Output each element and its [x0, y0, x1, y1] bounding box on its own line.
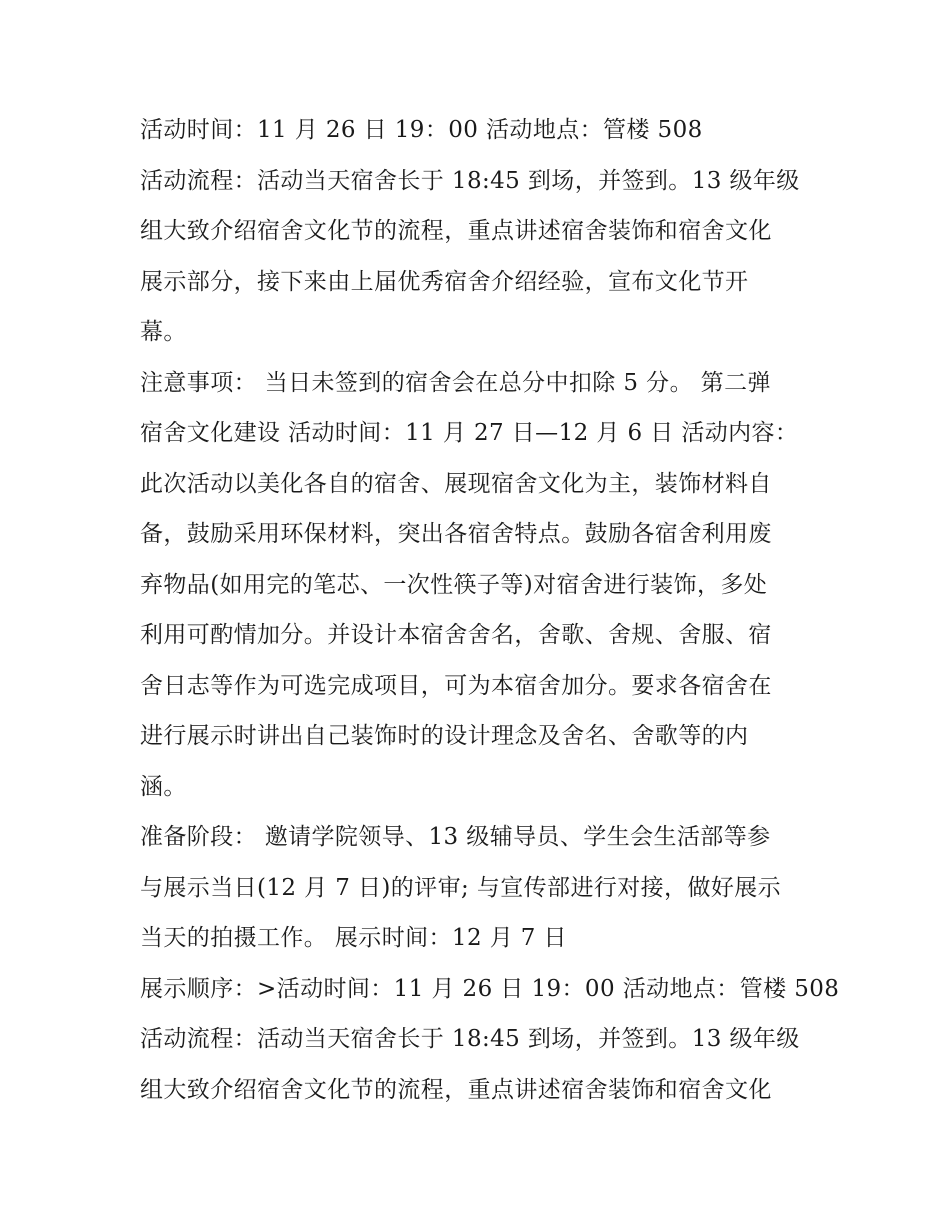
text-line: 宿舍文化建设 活动时间：11 月 27 日—12 月 6 日 活动内容：	[140, 420, 799, 446]
text-line: 活动流程：活动当天宿舍长于 18:45 到场，并签到。13 级年级	[140, 1026, 800, 1052]
text-line: 组大致介绍宿舍文化节的流程，重点讲述宿舍装饰和宿舍文化	[140, 1077, 772, 1103]
text-line: 组大致介绍宿舍文化节的流程，重点讲述宿舍装饰和宿舍文化	[140, 218, 772, 244]
text-line: 弃物品(如用完的笔芯、一次性筷子等)对宿舍进行装饰，多处	[140, 572, 768, 598]
text-line: 当天的拍摄工作。 展示时间：12 月 7 日	[140, 925, 567, 951]
text-line: 活动时间：11 月 26 日 19：00 活动地点：管楼 508	[140, 117, 703, 143]
text-line: 备，鼓励采用环保材料，突出各宿舍特点。鼓励各宿舍利用废	[140, 521, 772, 547]
text-line: 注意事项： 当日未签到的宿舍会在总分中扣除 5 分。 第二弹	[140, 370, 771, 396]
text-line: 活动流程：活动当天宿舍长于 18:45 到场，并签到。13 级年级	[140, 168, 800, 194]
text-line: 展示部分，接下来由上届优秀宿舍介绍经验，宣布文化节开	[140, 269, 749, 295]
text-line: 涵。	[140, 774, 187, 800]
text-line: 进行展示时讲出自己装饰时的设计理念及舍名、舍歌等的内	[140, 723, 749, 749]
text-line: 展示顺序：>活动时间：11 月 26 日 19：00 活动地点：管楼 508	[140, 976, 840, 1002]
text-line: 与展示当日(12 月 7 日)的评审; 与宣传部进行对接，做好展示	[140, 875, 782, 901]
text-line: 此次活动以美化各自的宿舍、展现宿舍文化为主，装饰材料自	[140, 471, 772, 497]
text-line: 舍日志等作为可选完成项目，可为本宿舍加分。要求各宿舍在	[140, 673, 772, 699]
text-line: 幕。	[140, 319, 187, 345]
text-line: 准备阶段： 邀请学院领导、13 级辅导员、学生会生活部等参	[140, 824, 771, 850]
text-line: 利用可酌情加分。并设计本宿舍舍名，舍歌、舍规、舍服、宿	[140, 622, 772, 648]
